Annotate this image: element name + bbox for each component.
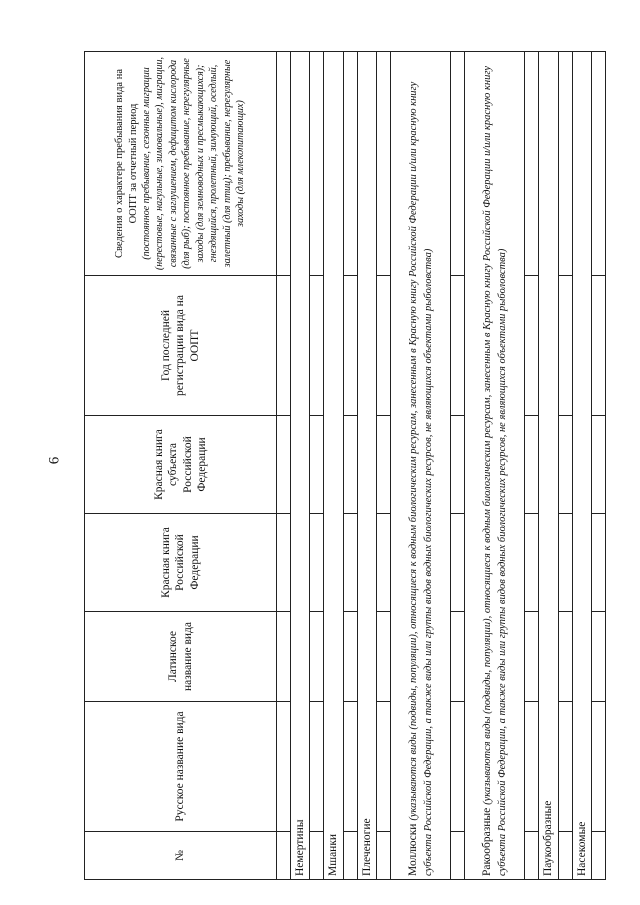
- header-russian-name: Русское название вида: [85, 702, 277, 832]
- section-label: Ракообразные: [481, 807, 494, 876]
- section-note: (указываются виды (подвиды, популяции), относящиеся к водным биологическим ресурсам, занесенным в Красную книгу Российской Федерации и/или красную книгу субъекта Российской Федерации, а также виды или группы видов водных биологических ресурсов, не являющихся объектами рыболовства): [408, 81, 434, 876]
- header-stay-info-details: (постоянное пребывание, сезонные миграции (нерестовые, нагульные, зимовальные), миграции, связанные с заглушением, дефицитом кислорода (для рыб); постоянное пребывание, нерегулярные заходы (для земноводных и пресмыкающихся); гнездящийся, пролетный, зимующий, оседлый, залетный (для птиц); пребывание, нерегулярные заходы (для млекопитающих): [140, 56, 247, 271]
- section-label: Насекомые: [572, 52, 591, 880]
- table-row: [525, 52, 539, 880]
- section-label: Моллюски: [407, 823, 420, 876]
- section-row-bryozoa: [324, 52, 343, 880]
- section-note: (указываются виды (подвиды, популяции), относящиеся к водным биологическим ресурсам, занесенным в Красную книгу Российской Федерации и/или красную книгу субъекта Российской Федерации, а также виды или группы видов водных биологических ресурсов, не являющихся объектами рыболовства): [482, 65, 508, 876]
- table-header-row: [85, 52, 277, 880]
- table-row: [377, 52, 391, 880]
- header-last-registration: Год последней регистрации вида на ООПТ: [85, 276, 277, 416]
- table-row: [310, 52, 324, 880]
- table-row: [558, 52, 572, 880]
- table-row: [591, 52, 605, 880]
- section-row-insects: [572, 52, 591, 880]
- section-text: [391, 52, 451, 880]
- page-number: 6: [46, 456, 63, 465]
- table-row: [343, 52, 357, 880]
- header-stay-info: [85, 52, 277, 276]
- section-row-molluscs: [391, 52, 451, 880]
- species-table: [84, 51, 606, 880]
- header-subject-red-book: Красная книга субъекта Российской Федерации: [85, 416, 277, 514]
- table-row: [451, 52, 465, 880]
- header-rf-red-book: Красная книга Российской Федерации: [85, 514, 277, 612]
- section-label: Немертины: [291, 52, 310, 880]
- section-label: Мшанки: [324, 52, 343, 880]
- section-label: Паукообразные: [539, 52, 558, 880]
- header-latin-name: Латинское название вида: [85, 612, 277, 702]
- section-row-arachnids: [539, 52, 558, 880]
- section-row-nemertines: [291, 52, 310, 880]
- section-text: [465, 52, 525, 880]
- header-stay-info-title: Сведения о характере пребывания вида на ООПТ за отчетный период: [114, 69, 139, 259]
- table-row: [277, 52, 291, 880]
- rotated-table-container: [84, 52, 588, 880]
- header-num: №: [85, 832, 277, 880]
- section-row-brachiopods: [357, 52, 376, 880]
- section-row-crustaceans: [465, 52, 525, 880]
- section-label: Плеченогие: [357, 52, 376, 880]
